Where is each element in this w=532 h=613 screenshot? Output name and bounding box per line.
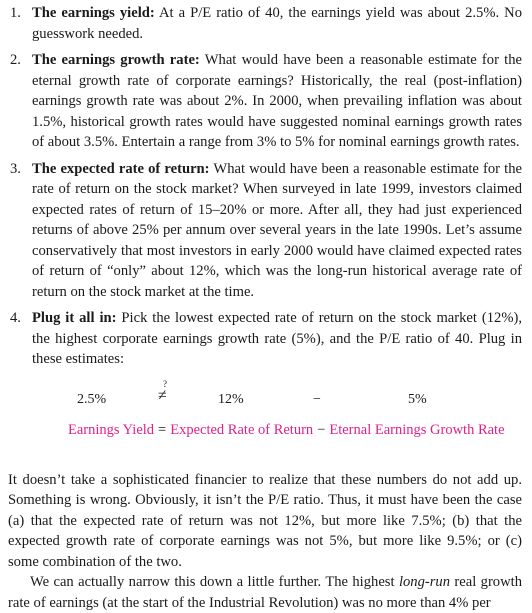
equation-label-yield: Earnings Yield bbox=[68, 421, 155, 438]
list-item-text: At a P/E ratio of 40, the earnings yield was about 2.5%. No guesswork needed. bbox=[32, 5, 522, 42]
list-item-text: Pick the lowest expected rate of return on the stock market (12%), the highest corporate earnings growth rate (5%), and the P/E ratio of 40. Plug in these estimates: bbox=[32, 310, 522, 367]
equation-label-growth: Eternal Earnings Growth Rate bbox=[329, 421, 505, 438]
equation-question-mark: ? bbox=[163, 378, 167, 389]
list-item-number: 2. bbox=[10, 52, 21, 68]
paragraph-2-emphasis: long-run bbox=[398, 574, 451, 590]
equation-value-growth: 5% bbox=[408, 391, 427, 407]
list-item-number: 4. bbox=[10, 310, 21, 326]
equation-value-return: 12% bbox=[218, 391, 244, 407]
list-item-heading: The earnings growth rate: bbox=[32, 52, 200, 68]
equation-value-yield: 2.5% bbox=[77, 391, 107, 407]
list-item-expected-rate-of-return bbox=[8, 159, 522, 303]
body-paragraph-1: It doesn’t take a sophisticated financier to realize that these numbers do not add up. Something is wrong. Obviously, it isn’t the P/E ratio. Thus, it must have been the case (a) that the expected rate of return was not 12%, but more like 7.5%; (b) that the expected growth rate of corporate earnings was not 5%, but more like 9.5%; or (c) some combination of the two. bbox=[8, 471, 522, 570]
equation-equals-sign: = bbox=[158, 421, 167, 438]
list-item-earnings-yield bbox=[8, 3, 522, 44]
list-item-heading: The earnings yield: bbox=[32, 5, 155, 21]
numbered-list bbox=[8, 3, 522, 464]
list-item-number: 1. bbox=[10, 5, 21, 21]
equation-block bbox=[32, 376, 522, 464]
paragraph-2-end: real growth rate of earnings (at the start of the Industrial Revolution) was no more than 4% per bbox=[8, 574, 522, 611]
paragraph-2-start: We can actually narrow this down a little further. The highest bbox=[30, 574, 399, 590]
list-item-text: What would have been a reasonable estimate for the eternal growth rate of corporate earnings? Historically, the real (post-inflation) earnings growth rate was about 2%. In 2000, when prevailing inflation was about 1.5%, historical growth rates would have suggested nominal earnings growth rates of about 3.5%. Entertain a range from 3% to 5% for nominal earnings growth rates. bbox=[32, 52, 522, 150]
list-item-heading: The expected rate of return: bbox=[32, 160, 210, 177]
list-item-plug-it-all-in bbox=[8, 308, 522, 464]
equation-not-equal-sign: ≠ bbox=[158, 386, 167, 404]
equation-minus-sign-bottom: − bbox=[317, 421, 326, 438]
list-item-earnings-growth-rate bbox=[8, 50, 522, 153]
equation-minus-sign: − bbox=[313, 391, 321, 407]
list-item-text: What would have been a reasonable estimate for the rate of return on the stock market? When surveyed in late 1999, investors claimed expected rates of return of 15–20% or more. After all, they had just experienced returns of above 25% per annum over several years in the late 1990s. Let’s assume conservatively that most investors in early 2000 would have claimed expected rates of return of “only” about 12%, which was the long-run historical average rate of return on the stock market at the time. bbox=[32, 160, 522, 300]
list-item-number: 3. bbox=[10, 160, 21, 177]
equation-label-return: Expected Rate of Return bbox=[170, 421, 314, 438]
equation-labels bbox=[68, 420, 505, 441]
list-item-heading: Plug it all in: bbox=[32, 310, 117, 326]
